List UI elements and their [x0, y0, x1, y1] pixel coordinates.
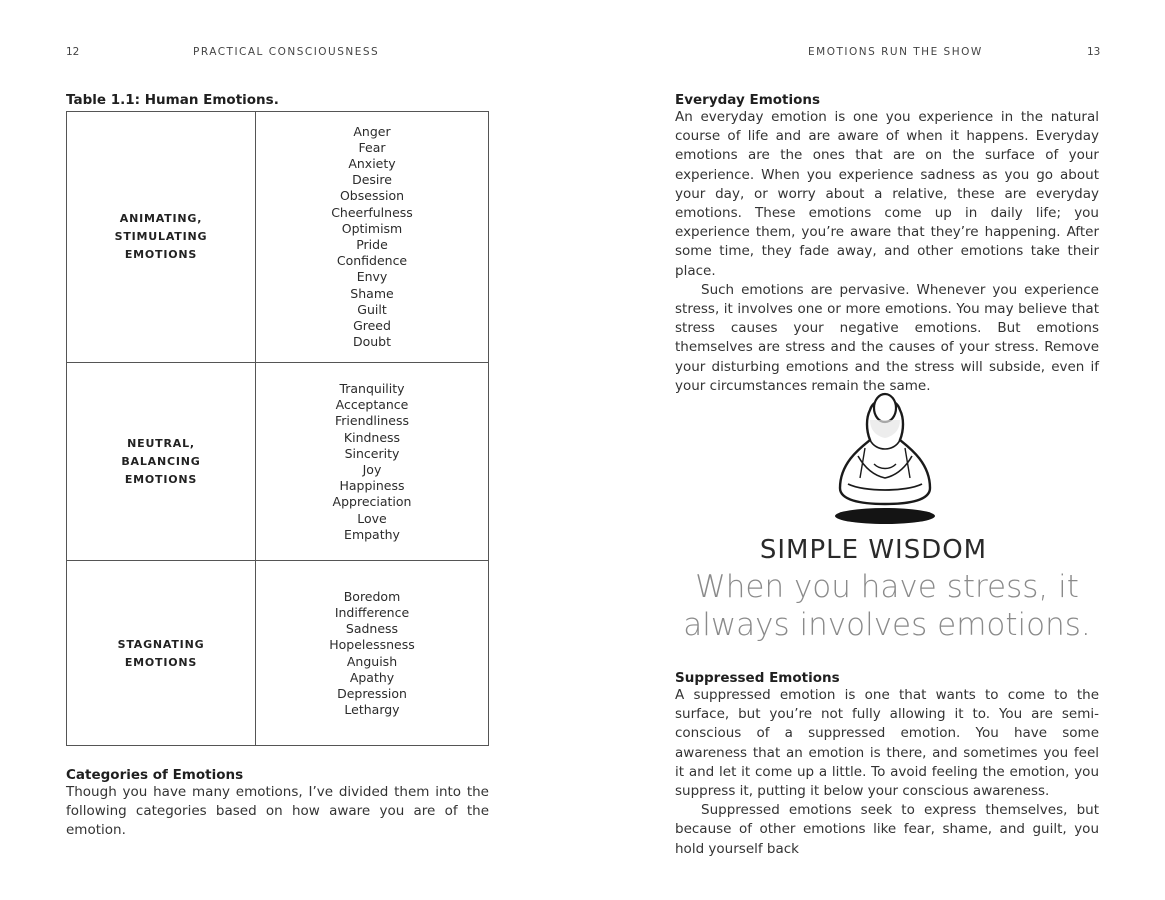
emotion-item: Shame	[350, 285, 394, 301]
emotion-item: Acceptance	[335, 397, 409, 413]
emotion-item: Envy	[356, 269, 388, 285]
emotion-item: Anguish	[346, 653, 398, 669]
emotion-item: Anxiety	[348, 155, 396, 171]
emotion-item: Friendliness	[334, 413, 410, 429]
section-heading: Suppressed Emotions	[675, 670, 840, 686]
emotion-item: Empathy	[344, 526, 400, 542]
meditating-monk-icon	[830, 378, 940, 528]
emotion-item: Joy	[362, 462, 382, 477]
emotion-item: Sadness	[345, 621, 399, 637]
emotion-item: Tranquility	[339, 380, 405, 396]
simple-wisdom-title: SIMPLE WISDOM	[759, 535, 988, 565]
emotion-item: Fear	[358, 139, 386, 155]
emotion-item: Guilt	[357, 301, 387, 317]
page-number-left: 12	[66, 46, 80, 58]
body-paragraph: An everyday emotion is one you experience in the natural course of life and are aware of when it happens. Everyday emotions are the ones that are on the surface of your experience. When you experience sadness as you go about your day, or worry about a relative, these are everyday emotions. These emotions come up in daily life; you experience them, you’re aware that they’re happening. After some time, they fade away, and other emotions take their place.	[675, 109, 1099, 279]
emotion-list	[256, 112, 488, 362]
quote-line: When you have stress, it	[695, 569, 1079, 605]
table-row-neutral	[67, 362, 488, 561]
section-heading: Everyday Emotions	[675, 92, 821, 108]
table-row-stagnating	[67, 560, 488, 746]
emotion-item: Pride	[356, 237, 388, 252]
body-paragraph: Though you have many emotions, I’ve divided them into the following categories based on how aware you are of the emotion.	[66, 784, 489, 839]
page-number-right: 13	[1087, 46, 1101, 58]
emotion-item: Confidence	[336, 253, 408, 269]
table-caption: Table 1.1: Human Emotions.	[66, 92, 279, 108]
right-page	[582, 0, 1165, 900]
emotion-item: Happiness	[339, 478, 405, 494]
emotion-item: Greed	[353, 318, 391, 334]
emotion-item: Doubt	[352, 334, 392, 350]
body-paragraph: Suppressed emotions seek to express themselves, but because of other emotions like fear, shame, and guilt, you hold yourself back	[675, 802, 1099, 857]
category-label: STAGNATING EMOTIONS	[117, 637, 205, 669]
categories-section	[66, 767, 489, 841]
emotion-list	[256, 363, 488, 561]
human-emotions-table	[66, 111, 489, 746]
suppressed-emotions-section	[675, 670, 1099, 859]
category-label: NEUTRAL, BALANCING EMOTIONS	[121, 437, 201, 486]
body-paragraph: A suppressed emotion is one that wants to come to the surface, but you’re not fully allowing it to. You are semi-conscious of a suppressed emotion. You have some awareness that an emotion is there, and sometimes you feel it and let it come up a little. To avoid feeling the emotion, you suppress it, putting it below your conscious awareness.	[675, 687, 1099, 800]
emotion-item: Hopelessness	[329, 637, 415, 653]
category-cell	[67, 112, 256, 362]
emotion-item: Love	[357, 510, 387, 526]
emotion-item: Appreciation	[332, 494, 412, 510]
emotion-item: Apathy	[349, 669, 395, 685]
emotion-item: Anger	[353, 123, 391, 139]
quote-line: always involves emotions.	[683, 607, 1091, 643]
left-page	[0, 0, 580, 900]
emotion-list	[256, 561, 488, 746]
category-label: ANIMATING, STIMULATING EMOTIONS	[114, 212, 208, 261]
emotion-item: Sincerity	[344, 445, 400, 461]
running-head-right: EMOTIONS RUN THE SHOW	[808, 46, 983, 58]
emotion-item: Lethargy	[344, 702, 400, 718]
emotion-item: Kindness	[343, 429, 401, 445]
simple-wisdom-quote	[582, 568, 1165, 644]
body-paragraph: Such emotions are pervasive. Whenever you experience stress, it involves one or more emotions. You may believe that stress causes your negative emotions. But emotions themselves are stress and the causes of your stress. Remove your disturbing emotions and the stress will subside, even if your circumstances remain the same.	[675, 281, 1099, 394]
emotion-item: Optimism	[341, 220, 403, 236]
emotion-item: Boredom	[343, 588, 401, 604]
category-cell	[67, 561, 256, 746]
section-heading: Categories of Emotions	[66, 767, 244, 783]
everyday-emotions-section	[675, 92, 1099, 396]
emotion-item: Indifference	[334, 604, 410, 620]
emotion-item: Obsession	[339, 188, 405, 204]
emotion-item: Depression	[337, 685, 407, 701]
table-row-animating	[67, 112, 488, 362]
running-head-left: PRACTICAL CONSCIOUSNESS	[193, 46, 380, 58]
category-cell	[67, 363, 256, 561]
emotion-item: Cheerfulness	[331, 204, 413, 220]
emotion-item: Desire	[352, 172, 392, 188]
